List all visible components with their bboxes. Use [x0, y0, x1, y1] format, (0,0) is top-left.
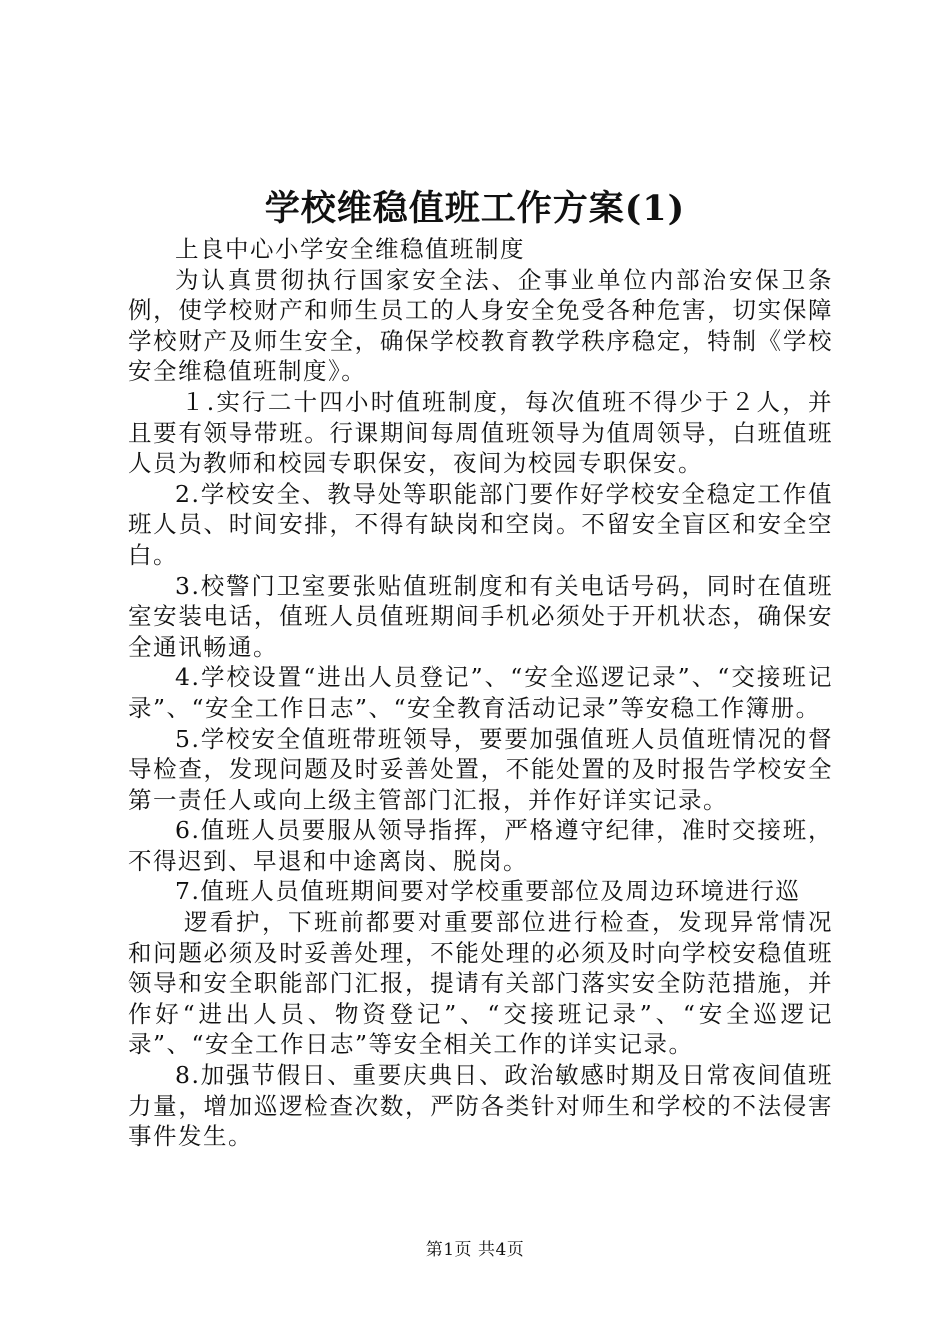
paragraph-intro: 为认真贯彻执行国家安全法、企事业单位内部治安保卫条例，使学校财产和师生员工的人身安全免受各种危害，切实保障学校财产及师生安全，确保学校教育教学秩序稳定，特制《学校安全维稳值班制度》。 [128, 265, 833, 386]
paragraph-item-1: １.实行二十四小时值班制度，每次值班不得少于２人，并且要有领导带班。行课期间每周值班领导为值周领导，白班值班人员为教师和校园专职保安，夜间为校园专职保安。 [128, 387, 833, 478]
document-subtitle: 上良中心小学安全维稳值班制度 [175, 235, 525, 263]
paragraph-item-6: 6.值班人员要服从领导指挥，严格遵守纪律，准时交接班，不得迟到、早退和中途离岗、脱岗。 [128, 816, 833, 875]
paragraph-item-7-continued: 逻看护，下班前都要对重要部位进行检查，发现异常情况和问题必须及时妥善处理，不能处理的必须及时向学校安稳值班领导和安全职能部门汇报，提请有关部门落实安全防范措施，并作好“进出人员、物资登记”、“交接班记录”、“安全巡逻记录”、“安全工作日志”等安全相关工作的详实记录。 [128, 908, 833, 1059]
paragraph-item-4: 4.学校设置“进出人员登记”、“安全巡逻记录”、“交接班记录”、“安全工作日志”、“安全教育活动记录”等安稳工作簿册。 [128, 663, 833, 722]
paragraph-item-3: 3.校警门卫室要张贴值班制度和有关电话号码，同时在值班室安装电话，值班人员值班期间手机必须处于开机状态，确保安全通讯畅通。 [128, 571, 833, 661]
paragraph-item-2: 2.学校安全、教导处等职能部门要作好学校安全稳定工作值班人员、时间安排，不得有缺岗和空岗。不留安全盲区和安全空白。 [128, 479, 833, 569]
document-body [128, 234, 833, 1152]
document-title: 学校维稳值班工作方案(1) [264, 188, 686, 229]
paragraph-item-5: 5.学校安全值班带班领导，要要加强值班人员值班情况的督导检查，发现问题及时妥善处置，不能处置的及时报告学校安全第一责任人或向上级主管部门汇报，并作好详实记录。 [128, 724, 833, 814]
paragraph-item-7: 7.值班人员值班期间要对学校重要部位及周边环境进行巡 [175, 877, 801, 906]
page-number-footer: 第1页 共4页 [425, 1240, 525, 1260]
paragraph-item-8: 8.加强节假日、重要庆典日、政治敏感时期及日常夜间值班力量，增加巡逻检查次数，严防各类针对师生和学校的不法侵害事件发生。 [128, 1061, 833, 1151]
